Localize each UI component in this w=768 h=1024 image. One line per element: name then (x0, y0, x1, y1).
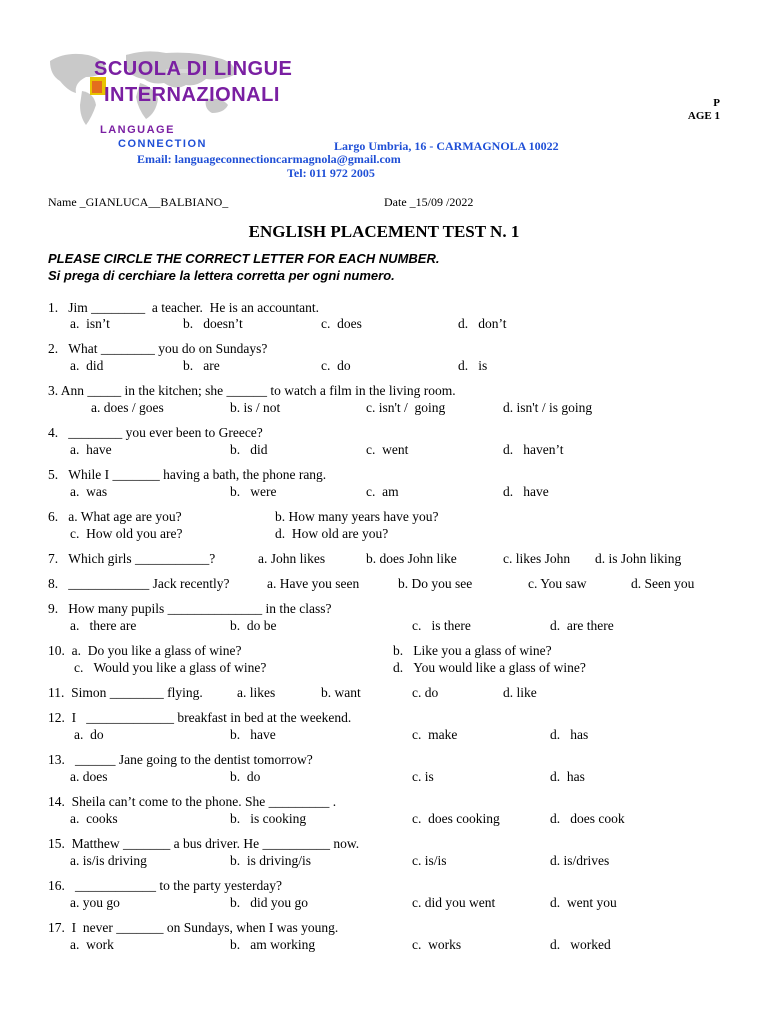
page-indicator-bottom: AGE 1 (687, 110, 720, 122)
question-1-option-b[interactable]: b. doesn’t (183, 316, 243, 331)
question-8-option-c[interactable]: c. You saw (528, 576, 587, 591)
question-15-option-a[interactable]: a. is/is driving (70, 853, 147, 868)
question-9-option-a[interactable]: a. there are (70, 618, 137, 633)
question-2-option-d[interactable]: d. is (458, 358, 488, 373)
question-13-option-b[interactable]: b. do (230, 769, 261, 784)
question-13-option-c[interactable]: c. is (412, 769, 434, 784)
student-name: Name _GIANLUCA__BALBIANO_ (48, 195, 229, 209)
question-5-option-c[interactable]: c. am (366, 484, 399, 499)
question-6-option-d[interactable]: d. How old are you? (275, 526, 389, 541)
instruction-italian: Si prega di cerchiare la lettera corretta per ogni numero. (48, 268, 395, 283)
school-name-line1: SCUOLA DI LINGUE (94, 58, 293, 80)
question-13-option-a[interactable]: a. does (70, 769, 108, 784)
question-1-option-a[interactable]: a. isn’t (70, 316, 110, 331)
question-3-option-d[interactable]: d. isn't / is going (503, 400, 593, 415)
question-11-option-b[interactable]: b. want (321, 685, 361, 700)
school-phone: Tel: 011 972 2005 (287, 166, 375, 180)
question-17-option-a[interactable]: a. work (70, 937, 114, 952)
test-date: Date _15/09 /2022 (384, 195, 474, 209)
question-7-option-a[interactable]: a. John likes (258, 551, 326, 566)
question-4-option-d[interactable]: d. haven’t (503, 442, 564, 457)
question-2-option-a[interactable]: a. did (70, 358, 104, 373)
question-15-option-c[interactable]: c. is/is (412, 853, 447, 868)
question-1-option-c[interactable]: c. does (321, 316, 362, 331)
question-7-option-d[interactable]: d. is John liking (595, 551, 682, 566)
question-12-option-d[interactable]: d. has (550, 727, 589, 742)
page-title: ENGLISH PLACEMENT TEST N. 1 (248, 222, 520, 241)
question-12-option-a[interactable]: a. do (74, 727, 104, 742)
question-14-option-c[interactable]: c. does cooking (412, 811, 500, 826)
question-11-option-c[interactable]: c. do (412, 685, 439, 700)
school-email: Email: languageconnectioncarmagnola@gmail.com (137, 152, 401, 166)
question-12-option-c[interactable]: c. make (412, 727, 458, 742)
question-6-option-b[interactable]: b. How many years have you? (275, 509, 439, 524)
instruction-english: PLEASE CIRCLE THE CORRECT LETTER FOR EACH NUMBER. (48, 251, 440, 266)
question-7-prompt: 7. Which girls ___________? (48, 551, 216, 566)
question-14-option-a[interactable]: a. cooks (70, 811, 118, 826)
question-10-option-a[interactable]: 10. a. Do you like a glass of wine? (48, 643, 242, 658)
question-13-prompt: 13. ______ Jane going to the dentist tomorrow? (48, 752, 313, 767)
question-3-option-a[interactable]: a. does / goes (91, 400, 164, 415)
question-14-option-d[interactable]: d. does cook (550, 811, 625, 826)
question-15-prompt: 15. Matthew _______ a bus driver. He __________ now. (48, 836, 360, 851)
page-indicator-top: P (713, 97, 720, 109)
question-15-option-d[interactable]: d. is/drives (550, 853, 610, 868)
question-16-option-a[interactable]: a. you go (70, 895, 120, 910)
question-6-option-c[interactable]: c. How old you are? (70, 526, 183, 541)
question-9-prompt: 9. How many pupils ______________ in the class? (48, 601, 332, 616)
question-8-option-d[interactable]: d. Seen you (631, 576, 695, 591)
question-3-prompt: 3. Ann _____ in the kitchen; she ______ to watch a film in the living room. (48, 383, 456, 398)
question-5-option-b[interactable]: b. were (230, 484, 277, 499)
question-17-option-b[interactable]: b. am working (230, 937, 316, 952)
question-12-prompt: 12. I _____________ breakfast in bed at the weekend. (48, 710, 352, 725)
question-3-option-c[interactable]: c. isn't / going (366, 400, 446, 415)
question-17-option-d[interactable]: d. worked (550, 937, 611, 952)
question-1-prompt: 1. Jim ________ a teacher. He is an accountant. (48, 300, 320, 315)
question-14-option-b[interactable]: b. is cooking (230, 811, 307, 826)
question-9-option-b[interactable]: b. do be (230, 618, 277, 633)
question-11-option-d[interactable]: d. like (503, 685, 537, 700)
question-5-prompt: 5. While I _______ having a bath, the phone rang. (48, 467, 327, 482)
question-5-option-a[interactable]: a. was (70, 484, 108, 499)
brand-line2: CONNECTION (118, 138, 207, 150)
question-4-prompt: 4. ________ you ever been to Greece? (48, 425, 263, 440)
school-name-line2: INTERNAZIONALI (104, 84, 280, 106)
question-10-option-c[interactable]: c. Would you like a glass of wine? (74, 660, 267, 675)
question-12-option-b[interactable]: b. have (230, 727, 276, 742)
question-10-option-d[interactable]: d. You would like a glass of wine? (393, 660, 586, 675)
question-13-option-d[interactable]: d. has (550, 769, 585, 784)
question-2-prompt: 2. What ________ you do on Sundays? (48, 341, 268, 356)
brand-line1: LANGUAGE (100, 124, 175, 136)
question-16-option-b[interactable]: b. did you go (230, 895, 309, 910)
question-16-option-d[interactable]: d. went you (550, 895, 617, 910)
question-16-prompt: 16. ____________ to the party yesterday? (48, 878, 282, 893)
question-7-option-b[interactable]: b. does John like (366, 551, 457, 566)
question-8-prompt: 8. ____________ Jack recently? (48, 576, 230, 591)
question-7-option-c[interactable]: c. likes John (503, 551, 571, 566)
school-address: Largo Umbria, 16 - CARMAGNOLA 10022 (334, 139, 559, 153)
question-11-option-a[interactable]: a. likes (237, 685, 276, 700)
question-17-option-c[interactable]: c. works (412, 937, 462, 952)
question-11-prompt: 11. Simon ________ flying. (48, 685, 203, 700)
question-2-option-b[interactable]: b. are (183, 358, 220, 373)
question-9-option-d[interactable]: d. are there (550, 618, 614, 633)
question-9-option-c[interactable]: c. is there (412, 618, 471, 633)
question-17-prompt: 17. I never _______ on Sundays, when I was young. (48, 920, 339, 935)
question-8-option-b[interactable]: b. Do you see (398, 576, 473, 591)
question-6-option-a[interactable]: 6. a. What age are you? (48, 509, 182, 524)
question-1-option-d[interactable]: d. don’t (458, 316, 507, 331)
question-4-option-b[interactable]: b. did (230, 442, 268, 457)
question-5-option-d[interactable]: d. have (503, 484, 549, 499)
question-8-option-a[interactable]: a. Have you seen (267, 576, 360, 591)
question-16-option-c[interactable]: c. did you went (412, 895, 496, 910)
question-14-prompt: 14. Sheila can’t come to the phone. She _________ . (48, 794, 337, 809)
question-2-option-c[interactable]: c. do (321, 358, 351, 373)
question-10-option-b[interactable]: b. Like you a glass of wine? (393, 643, 552, 658)
question-4-option-a[interactable]: a. have (70, 442, 112, 457)
question-3-option-b[interactable]: b. is / not (230, 400, 281, 415)
question-4-option-c[interactable]: c. went (366, 442, 409, 457)
question-15-option-b[interactable]: b. is driving/is (230, 853, 312, 868)
